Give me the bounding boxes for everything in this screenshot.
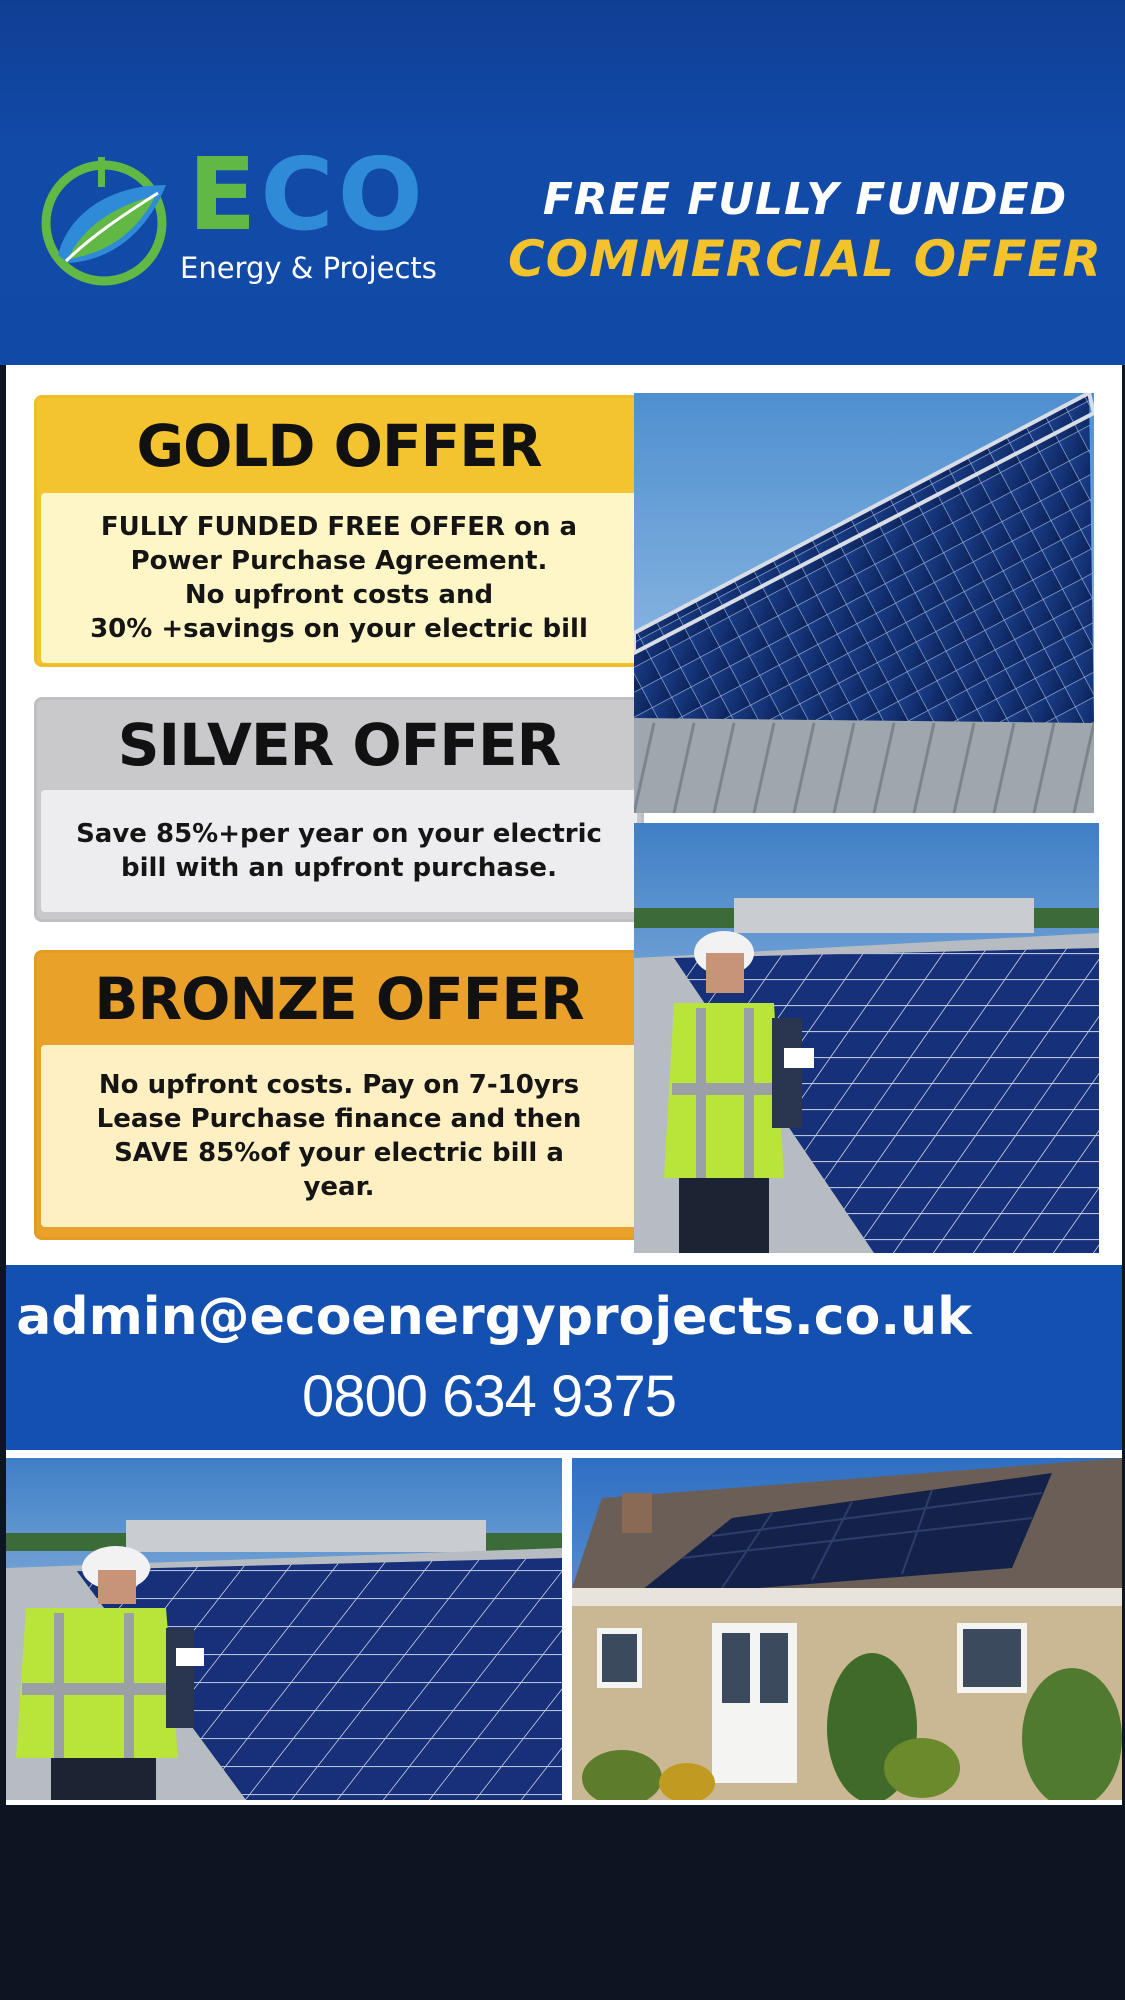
house-solar-illustration <box>572 1458 1122 1800</box>
bronze-offer-card <box>34 950 644 1240</box>
bronze-offer-line: No upfront costs. Pay on 7-10yrs <box>98 1070 580 1100</box>
contact-band <box>6 1265 1122 1450</box>
header-banner <box>0 0 1125 365</box>
headline-line2: COMMERCIAL OFFER <box>507 230 1103 288</box>
gold-offer-card <box>34 395 644 667</box>
offers-panel <box>6 365 1122 1265</box>
company-logo <box>38 136 438 295</box>
contact-email-link[interactable]: admin@ecoenergyprojects.co.uk <box>16 1287 972 1347</box>
silver-offer-line: Save 85%+per year on your electric <box>76 819 602 849</box>
solar-roof-illustration <box>634 393 1094 813</box>
headline-line1: FREE FULLY FUNDED <box>542 174 1068 225</box>
gold-offer-line: Power Purchase Agreement. <box>130 546 548 576</box>
house-solar-photo <box>572 1458 1122 1800</box>
gold-offer-line: No upfront costs and <box>184 580 494 610</box>
engineer-panels-illustration <box>6 1458 562 1800</box>
bottom-photo-strip <box>6 1450 1122 1805</box>
engineer-roof-photo <box>634 823 1099 1253</box>
bronze-offer-title: BRONZE OFFER <box>94 965 584 1033</box>
silver-offer-description <box>41 790 637 912</box>
bronze-offer-line: SAVE 85%of your electric bill a <box>114 1138 564 1168</box>
logo-letter-e: E <box>188 136 261 253</box>
logo-wordmark <box>188 136 427 253</box>
engineer-panels-photo <box>6 1458 562 1800</box>
engineer-roof-illustration <box>634 823 1099 1253</box>
leaf-globe-icon <box>38 155 173 290</box>
headline <box>500 172 1110 290</box>
contact-phone-link[interactable]: 0800 634 9375 <box>301 1364 677 1429</box>
silver-offer-card <box>34 697 644 922</box>
logo-subtitle: Energy & Projects <box>180 251 437 285</box>
silver-offer-line: bill with an upfront purchase. <box>121 853 557 883</box>
bronze-offer-line: year. <box>303 1172 375 1202</box>
silver-offer-title: SILVER OFFER <box>117 711 561 779</box>
logo-letters-co: CO <box>260 136 427 253</box>
solar-roof-photo <box>634 393 1094 813</box>
gold-offer-title: GOLD OFFER <box>136 411 542 480</box>
gold-offer-line: FULLY FUNDED FREE OFFER on a <box>100 512 578 542</box>
bronze-offer-description <box>41 1045 637 1227</box>
gold-offer-description <box>41 493 637 663</box>
gold-offer-line: 30% +savings on your electric bill <box>90 614 588 644</box>
bronze-offer-line: Lease Purchase finance and then <box>96 1104 582 1134</box>
